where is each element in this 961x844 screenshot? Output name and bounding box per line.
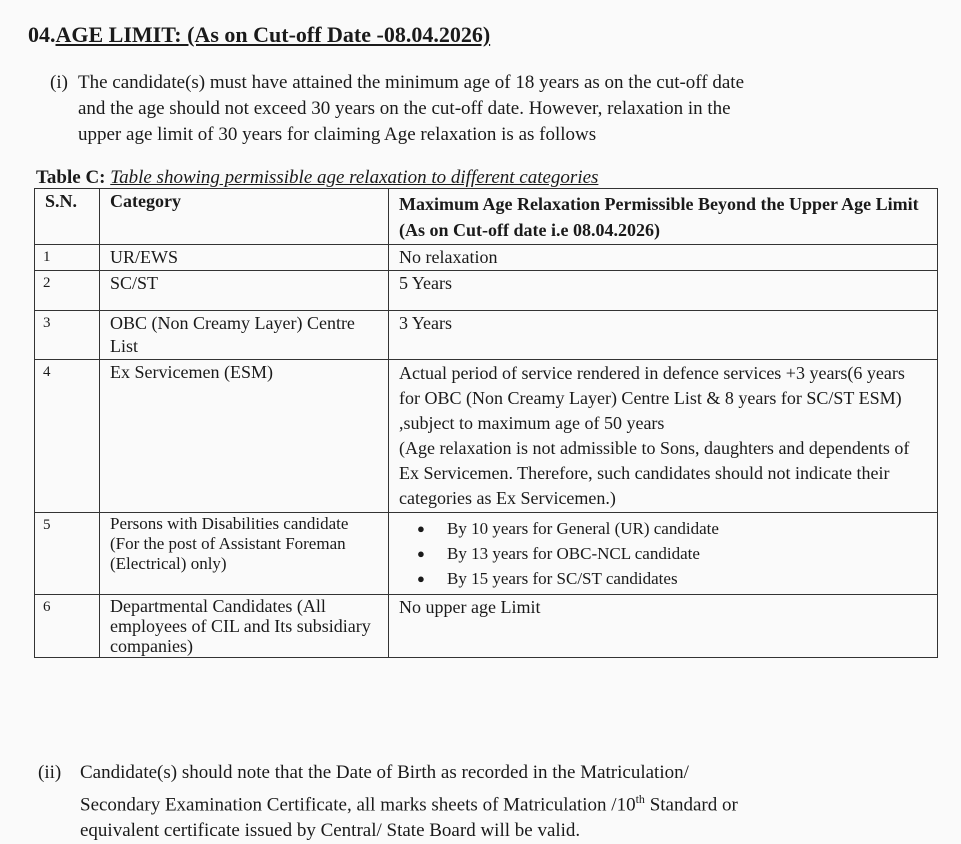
list-item: ● By 15 years for SC/ST candidates <box>447 566 927 591</box>
table-caption <box>36 167 598 189</box>
cell-category: Ex Servicemen (ESM) <box>100 360 389 513</box>
table-row <box>35 311 938 360</box>
pwd-relaxation-list <box>399 516 927 591</box>
cell-relaxation <box>389 360 938 513</box>
cell-category: Persons with Disabilities candidate (For the post of Assistant Foreman (Electrical) only) <box>100 513 389 595</box>
cell-sn: 5 <box>35 513 100 595</box>
paragraph-ii <box>38 760 918 844</box>
cell-relaxation: No upper age Limit <box>389 595 938 658</box>
section-title: AGE LIMIT: (As on Cut-off Date -08.04.2026) <box>55 22 491 47</box>
cell-relaxation: No relaxation <box>389 245 938 271</box>
header-sn: S.N. <box>35 189 100 245</box>
cell-relaxation <box>389 513 938 595</box>
list-item: ● By 10 years for General (UR) candidate <box>447 516 927 541</box>
cell-relaxation: 3 Years <box>389 311 938 360</box>
esm-relaxation-text: Actual period of service rendered in defence services +3 years(6 years for OBC (Non Creamy Layer) Centre List & 8 years for SC/ST ESM) ,subject to maximum age of 50 years <box>399 363 905 433</box>
age-relaxation-table <box>34 188 938 658</box>
table-row <box>35 245 938 271</box>
paragraph-line: The candidate(s) must have attained the minimum age of 18 years as on the cut-off date <box>78 72 745 93</box>
table-caption-text: Table showing permissible age relaxation to different categories <box>110 167 599 188</box>
paragraph-line: equivalent certificate issued by Central/ State Board will be valid. <box>80 820 581 842</box>
superscript: th <box>635 792 645 806</box>
table-row <box>35 360 938 513</box>
paragraph-label: (i) <box>50 72 68 93</box>
table-row <box>35 271 938 311</box>
paragraph-i <box>50 70 930 148</box>
table-row <box>35 595 938 658</box>
cell-sn: 6 <box>35 595 100 658</box>
section-heading <box>28 22 490 48</box>
paragraph-line: Candidate(s) should note that the Date of Birth as recorded in the Matriculation/ <box>80 762 689 783</box>
line-part: Standard or <box>644 794 738 816</box>
cell-category: Departmental Candidates (All employees of CIL and Its subsidiary companies) <box>100 595 389 658</box>
paragraph-line: and the age should not exceed 30 years on the cut-off date. However, relaxation in the <box>78 98 731 119</box>
cell-sn: 2 <box>35 271 100 311</box>
header-category: Category <box>100 189 389 245</box>
table-caption-label: Table C: <box>36 167 106 188</box>
cell-category: OBC (Non Creamy Layer) Centre List <box>100 311 389 360</box>
cell-relaxation: 5 Years <box>389 271 938 311</box>
header-relaxation: Maximum Age Relaxation Permissible Beyond the Upper Age Limit (As on Cut-off date i.e 08.04.2026) <box>389 189 938 245</box>
paragraph-label: (ii) <box>38 762 62 783</box>
table-row <box>35 513 938 595</box>
cell-sn: 3 <box>35 311 100 360</box>
cell-category: UR/EWS <box>100 245 389 271</box>
paragraph-line <box>38 786 918 818</box>
table-header-row <box>35 189 938 245</box>
list-item: ● By 13 years for OBC-NCL candidate <box>447 541 927 566</box>
cell-category: SC/ST <box>100 271 389 311</box>
cell-sn: 1 <box>35 245 100 271</box>
paragraph-line: upper age limit of 30 years for claiming Age relaxation is as follows <box>78 124 597 145</box>
line-part: Secondary Examination Certificate, all marks sheets of Matriculation /10 <box>80 794 636 816</box>
cell-sn: 4 <box>35 360 100 513</box>
esm-note: (Age relaxation is not admissible to Sons, daughters and dependents of Ex Servicemen. Therefore, such candidates should not indicate their categories as Ex Servicemen.) <box>399 438 910 508</box>
section-number: 04. <box>28 22 56 47</box>
